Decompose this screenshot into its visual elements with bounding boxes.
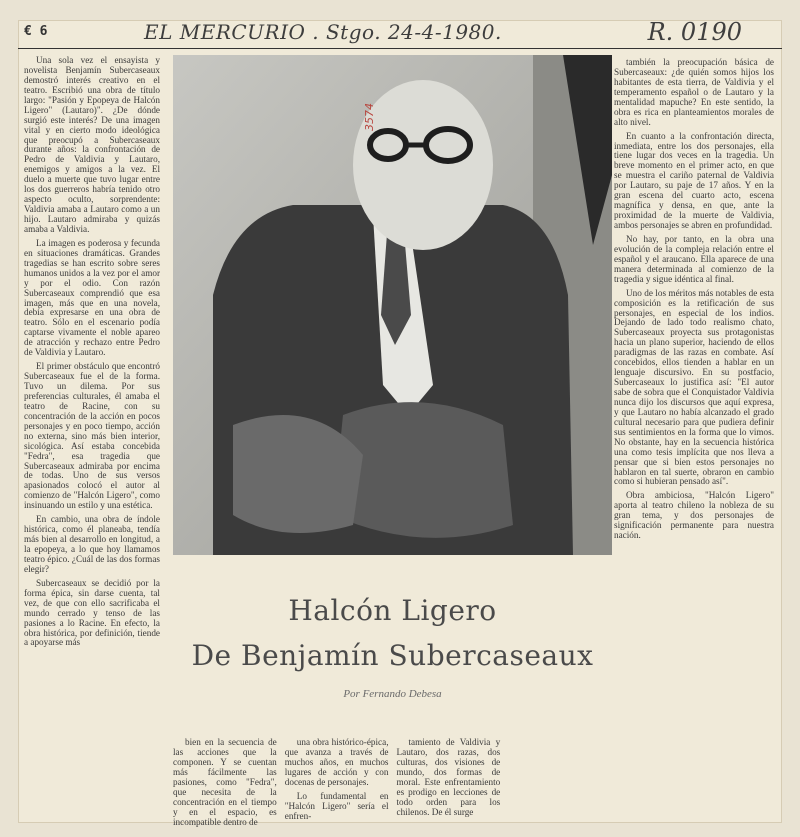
paragraph: En cuanto a la confrontación directa, inmediata, entre los dos personajes, ella tiene lugar dos veces en la tragedia. Un breve momento en el primer acto, en que se muestra el cariño paternal de Valdivia por Lautaro, su paje de 17 años. Y en la gran escena del cuarto acto, escena magnífica y densa, en que, ante la proximidad de la muerte de Valdivia, ambos personajes se abren en profundidad. [614, 130, 774, 230]
portrait-illustration [173, 55, 612, 555]
paragraph: Uno de los méritos más notables de esta composición es la retificación de sus personajes, en especial de los indios. Dejando de lado todo realismo chato, Subercaseaux proyecta sus protagonistas hacia un plano superior, haciendo de ellos paradigmas de las razas en combate. Así concebidos, ellos tienden a hablar en un lenguaje discursivo. En su postfacio, Subercaseaux lo justifica así: "El autor sabe de sobra que el Conquistador Valdivia nunca dijo los discursos que aquí expresa, y que Lautaro no había alcanzado el grado cultural necesario para que pudiera definir sus sentimientos en la forma que lo vimos. No obstante, hay en la secuencia histórica una como tesis implícita que nos lleva a pensar que si bien estos personajes no hablaron en tal suerte, obraron en cambio como si hubieran pensado así". [614, 287, 774, 487]
column-right [614, 58, 774, 818]
column-bottom-1 [173, 737, 277, 827]
page-marker: € 6 [24, 24, 48, 39]
paragraph: tamiento de Valdivia y Lautaro, dos razas, dos culturas, dos visiones de mundo, dos formas de moral. Este enfrentamiento es prodigo en lecciones de todo orden para los chilenos. De él surge [396, 737, 501, 817]
source-handwritten: EL MERCURIO . Stgo. 24-4-1980. [144, 20, 502, 44]
paragraph: también la preocupación básica de Subercaseaux: ¿de quién somos hijos los habitantes de esta tierra, de Valdivia y el temperamento español o de Lautaro y la mentalidad mapuche? En este sentido, la obra es rica en planteamientos morales de alto nivel. [614, 57, 774, 127]
paragraph: una obra histórico-épica, que avanza a través de muchos años, en muchos lugares de acción y con docenas de personajes. [284, 737, 389, 787]
bottom-columns [173, 737, 612, 827]
paragraph: Subercaseaux se decidió por la forma épica, sin darse cuenta, tal vez, de que con ello sacrificaba el mundo cerrado y tenso de las pasiones a lo Racine. En efecto, la obra histórica, por definición, tiende a apoyarse más [24, 577, 160, 648]
column-bottom-4 [508, 738, 612, 816]
portrait-photo [173, 55, 612, 555]
column-left [24, 56, 160, 816]
header-rule [18, 48, 782, 49]
column-bottom-3 [397, 738, 501, 816]
article-title-line-2: De Benjamín Subercaseaux [191, 639, 594, 672]
archive-ink-note: 3574 [363, 103, 376, 131]
byline: Por Fernando Debesa [343, 688, 442, 700]
paragraph: Lo fundamental en "Halcón Ligero" sería el enfren- [284, 790, 389, 821]
paragraph: Una sola vez el ensayista y novelista Benjamín Subercaseaux demostró interés creativo en el teatro. Escribió una obra de título largo: "Pasión y Epopeya de Halcón Ligero" (Lautaro)". ¿De dónde surgió este interés? De una imagen vital y en cierto modo ideológica que preocupó a Subercaseaux durante años: la confrontación de Pedro de Valdivia y Lautaro, enemigos y amigos a la vez. El duelo a muerte que tuvo lugar entre los dos guerreros habría tenido otro aspecto oculto, sorprendente: Valdivia amaba a Lautaro como a un hijo. Lautaro admiraba y quizás amaba a Valdivia. [24, 55, 160, 234]
article-title-line-1: Halcón Ligero [288, 594, 497, 627]
archive-code-handwritten: R. 0190 [647, 18, 742, 46]
paragraph: Obra ambiciosa, "Halcón Ligero" aporta al teatro chileno la nobleza de su gran tema, y dos personajes de significación permanente para nuestra nación. [614, 490, 774, 541]
column-bottom-2 [284, 737, 389, 821]
paragraph: La imagen es poderosa y fecunda en situaciones dramáticas. Grandes tragedias se han escrito sobre seres humanos unidos a la vez por el amor y por el odio. Con razón Subercaseaux comprendió que esa imagen, más que en una novela, debía expresarse en una obra de teatro. Sólo en el escenario podía captarse vivamente el noble apareo de atracción y rechazo entre Pedro de Valdivia y Lautaro. [24, 237, 160, 358]
article-title-block [173, 570, 612, 700]
paragraph: No hay, por tanto, en la obra una evolución de la compleja relación entre el español y el araucano. Ella aparece de una manera determinada al comienzo de la tragedia y sigue idéntica al final. [614, 233, 774, 284]
paragraph: bien en la secuencia de las acciones que la componen. Y se cuentan más fácilmente las pasiones, como "Fedra", que necesita de la concentración en el tiempo y en el espacio, es incompatible dentro de [173, 737, 277, 827]
paragraph: El primer obstáculo que encontró Subercaseaux fue el de la forma. Tuvo un dilema. Por sus preferencias culturales, él amaba el teatro de Racine, con su concentración de la acción en pocos personajes y en poco tiempo, acción no externa, sino más bien interior, sicológica. Así estaba concebida "Fedra", esa tragedia que Subercaseaux admiraba por encima de todas. Uno de sus versos apasionados colocó el autor al comienzo de "Halcón Ligero", como insinuando un estilo y una estética. [24, 361, 160, 511]
clipping-header [18, 18, 782, 48]
paragraph: En cambio, una obra de índole histórica, como él planeaba, tendía más bien al desarrollo en longitud, a la epopeya, a lo que hoy llamamos teatro épico. ¿Cuál de las dos formas elegir? [24, 514, 160, 574]
